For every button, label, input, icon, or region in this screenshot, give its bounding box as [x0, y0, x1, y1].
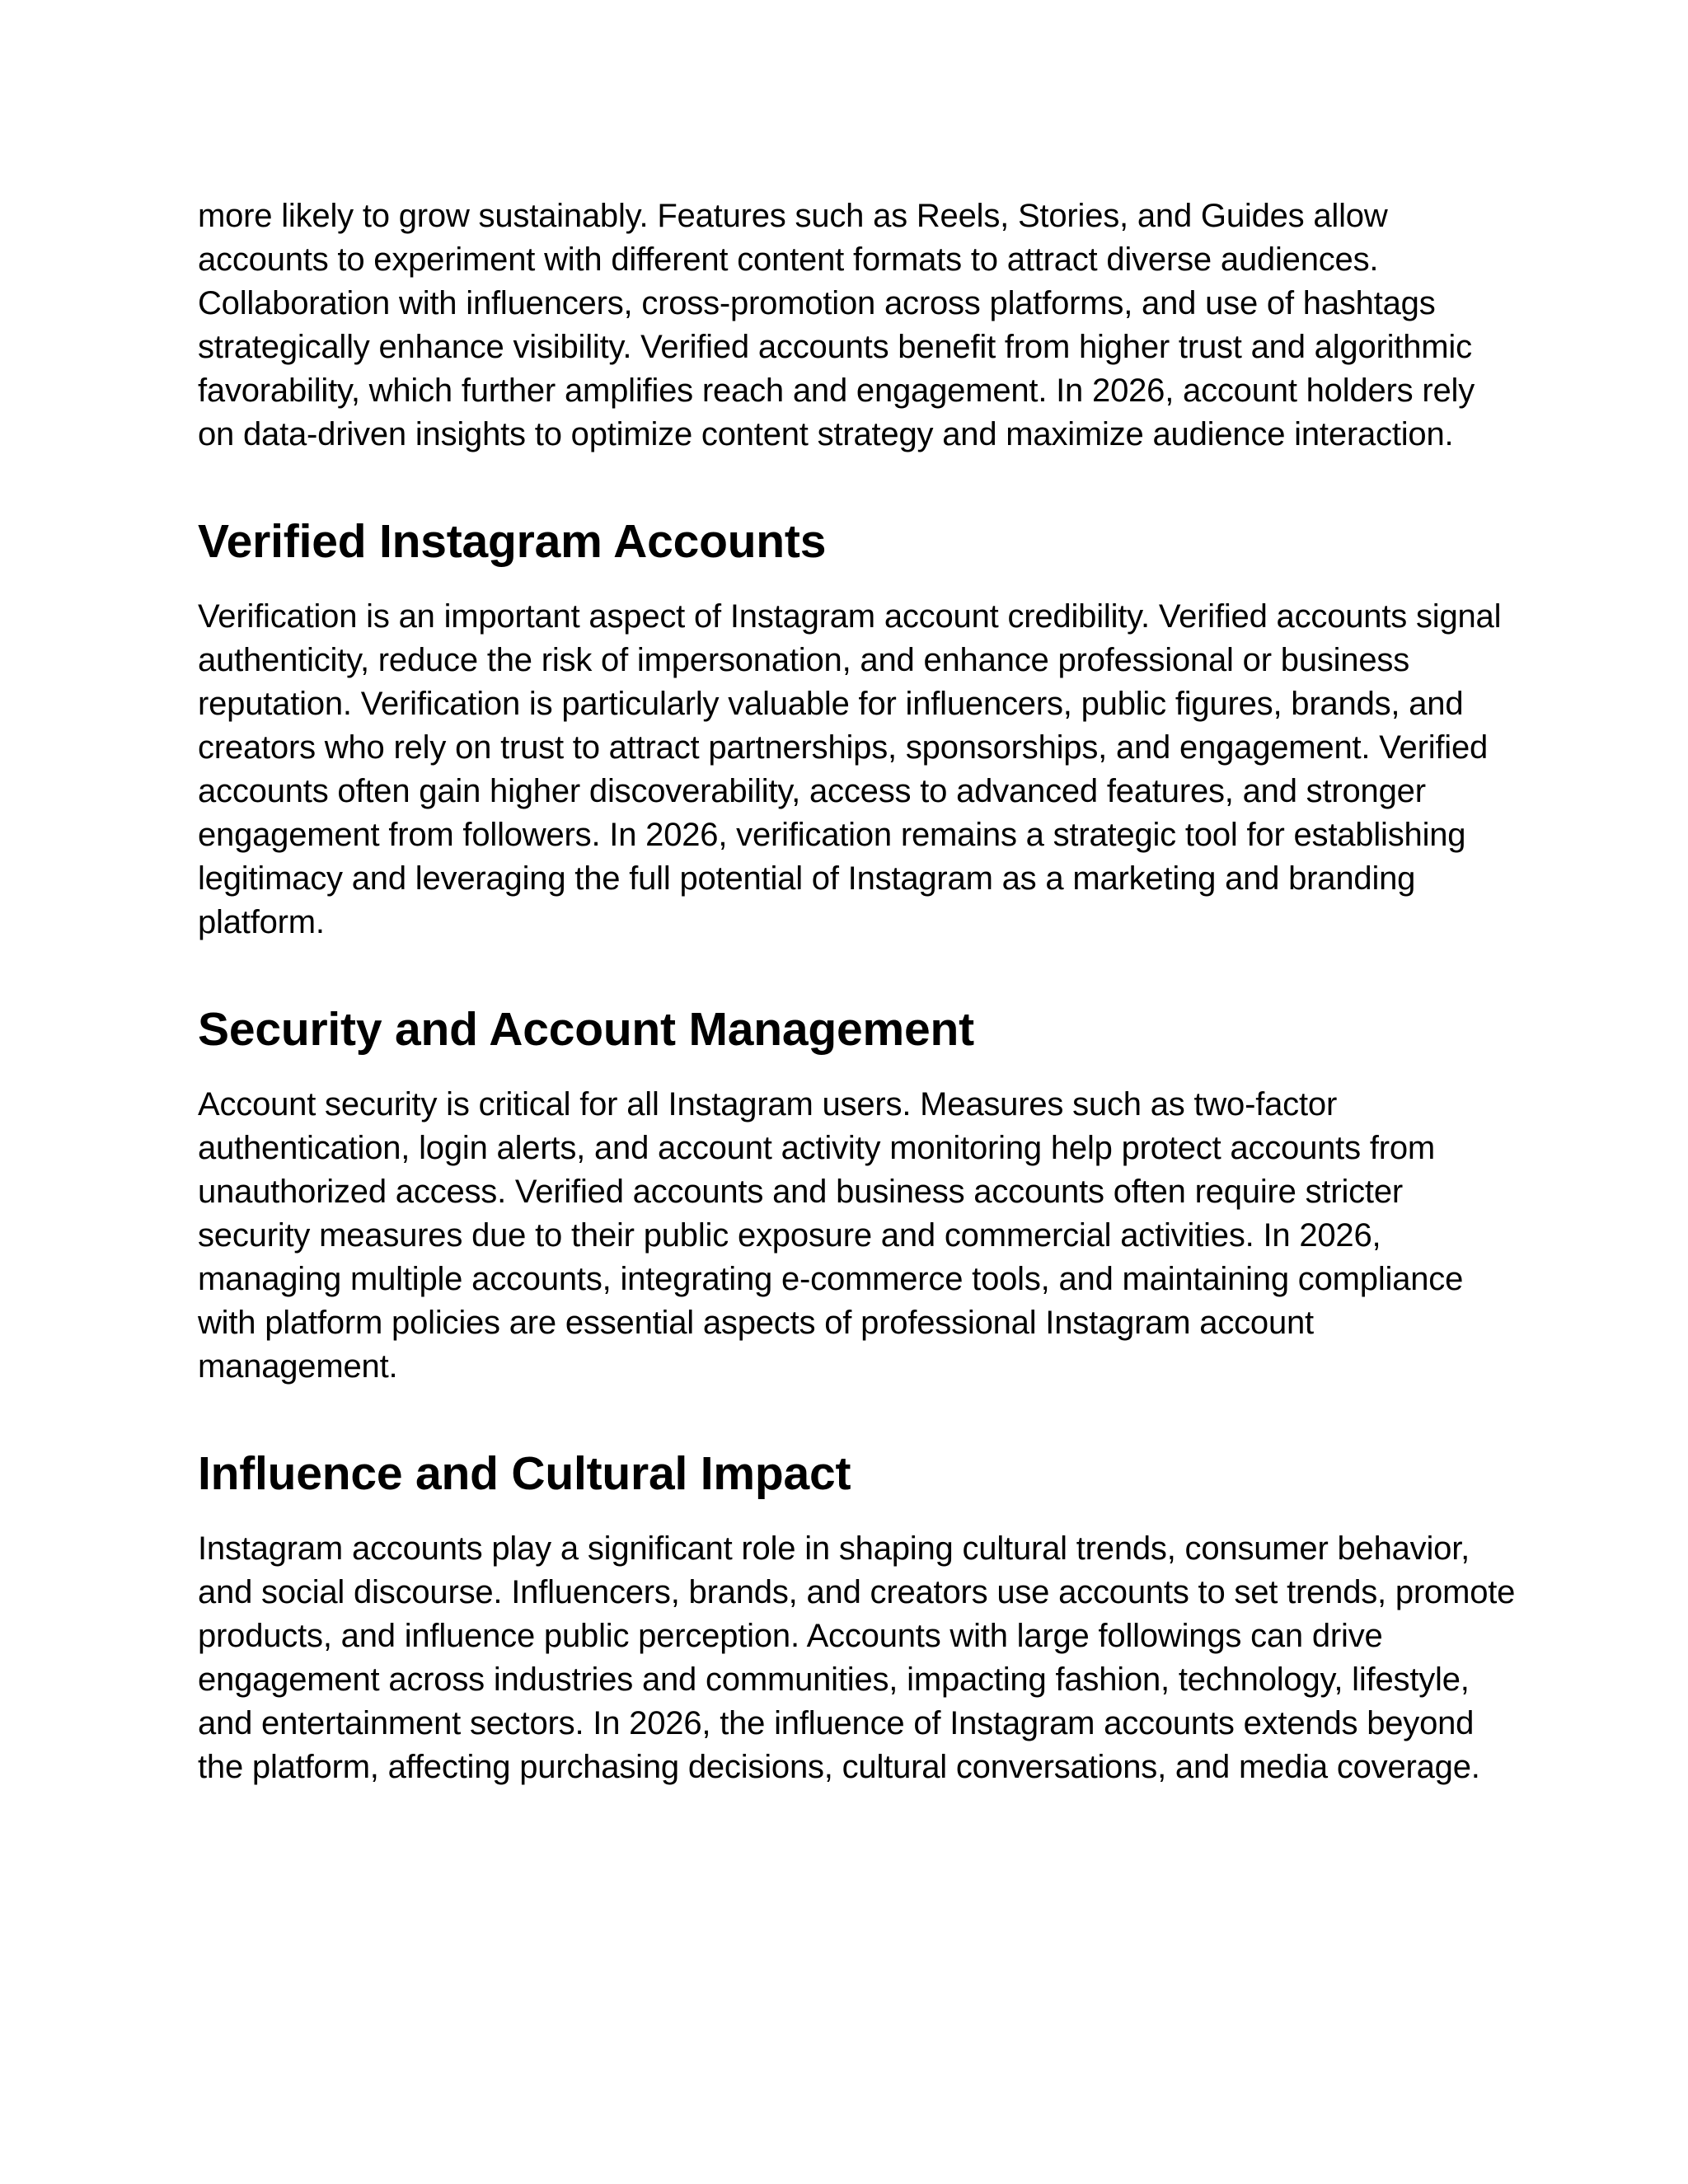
document-body — [198, 194, 1517, 1789]
section-cultural-impact — [198, 1445, 1517, 1789]
section-verified-accounts — [198, 513, 1517, 944]
intro-paragraph: more likely to grow sustainably. Features such as Reels, Stories, and Guides allow accounts to experiment with different content formats to attract diverse audiences. Collaboration with influencers, cross-promotion across platforms, and use of hashtags strategically enhance visibility. Verified accounts benefit from higher trust and algorithmic favorability, which further amplifies reach and engagement. In 2026, account holders rely on data-driven insights to optimize content strategy and maximize audience interaction. — [198, 198, 1475, 452]
section-heading: Influence and Cultural Impact — [198, 1447, 851, 1500]
section-paragraph: Instagram accounts play a significant role in shaping cultural trends, consumer behavior, and social discourse. Influencers, brands, and creators use accounts to set trends, promote products, and influence public perception. Accounts with large followings can drive engagement across industries and communities, impacting fashion, technology, lifestyle, and entertainment sectors. In 2026, the influence of Instagram accounts extends beyond the platform, affecting purchasing decisions, cultural conversations, and media coverage. — [198, 1530, 1516, 1785]
section-security-management — [198, 1001, 1517, 1389]
section-paragraph: Verification is an important aspect of Instagram account credibility. Verified accounts signal authenticity, reduce the risk of impersonation, and enhance professional or business reputation. Verification is particularly valuable for influencers, public figures, brands, and creators who rely on trust to attract partnerships, sponsorships, and engagement. Verified accounts often gain higher discoverability, access to advanced features, and stronger engagement from followers. In 2026, verification remains a strategic tool for establishing legitimacy and leveraging the full potential of Instagram as a marketing and branding platform. — [198, 598, 1502, 940]
section-heading: Security and Account Management — [198, 1003, 974, 1056]
section-heading: Verified Instagram Accounts — [198, 515, 827, 568]
section-paragraph: Account security is critical for all Instagram users. Measures such as two-factor authentication, login alerts, and account activity monitoring help protect accounts from unauthorized access. Verified accounts and business accounts often require stricter security measures due to their public exposure and commercial activities. In 2026, managing multiple accounts, integrating e-commerce tools, and maintaining compliance with platform policies are essential aspects of professional Instagram account management. — [198, 1086, 1464, 1385]
